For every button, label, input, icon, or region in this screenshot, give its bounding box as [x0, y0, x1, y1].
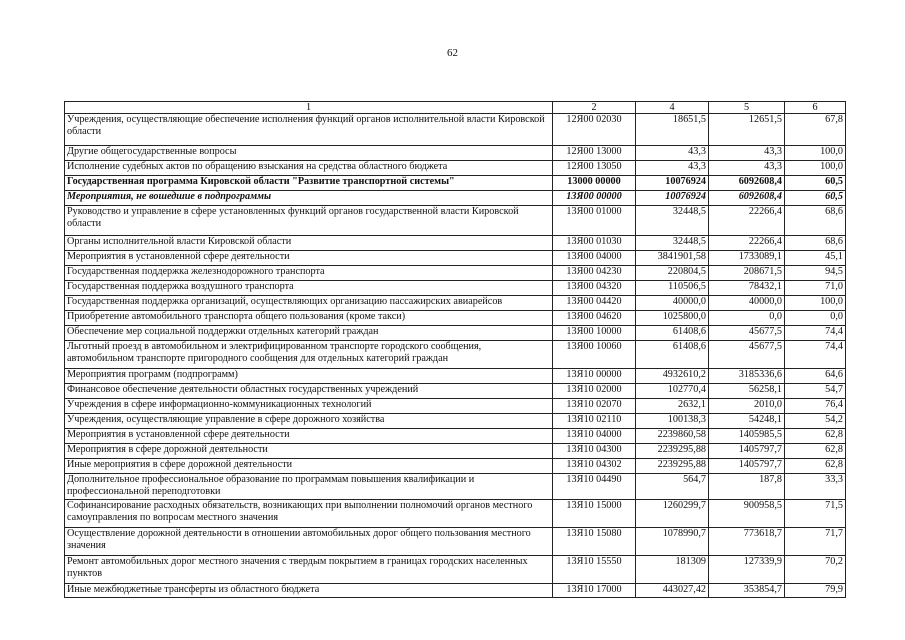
table-row	[65, 556, 846, 584]
item-name: Льготный проезд в автомобильном и электрифицированном транспорте городского сообщения, автомобильном транспорте пригородного сообщения для отдельных категорий граждан	[65, 341, 553, 369]
value-col-5: 43,3	[709, 146, 785, 161]
value-col-4: 40000,0	[636, 296, 709, 311]
table-row	[65, 114, 846, 146]
item-name: Осуществление дорожной деятельности в отношении автомобильных дорог общего пользования местного значения	[65, 528, 553, 556]
table-row	[65, 341, 846, 369]
item-code: 13Я10 02070	[553, 399, 636, 414]
table-row	[65, 146, 846, 161]
budget-table	[64, 101, 846, 598]
item-name: Дополнительное профессиональное образование по программам повышения квалификации и профессиональной переподготовки	[65, 474, 553, 500]
table-row	[65, 206, 846, 236]
item-code: 13Я10 00000	[553, 369, 636, 384]
table-row	[65, 459, 846, 474]
value-col-6: 100,0	[785, 161, 846, 176]
value-col-5: 1405985,5	[709, 429, 785, 444]
value-col-5: 22266,4	[709, 236, 785, 251]
table-row	[65, 191, 846, 206]
value-col-4: 1260299,7	[636, 500, 709, 528]
item-name: Государственная поддержка воздушного транспорта	[65, 281, 553, 296]
value-col-6: 33,3	[785, 474, 846, 500]
value-col-5: 0,0	[709, 311, 785, 326]
item-name: Руководство и управление в сфере установленных функций органов государственной власти Кировской области	[65, 206, 553, 236]
value-col-4: 181309	[636, 556, 709, 584]
item-name: Иные мероприятия в сфере дорожной деятельности	[65, 459, 553, 474]
table-row	[65, 326, 846, 341]
header-col-5: 5	[709, 102, 785, 114]
value-col-4: 43,3	[636, 161, 709, 176]
value-col-6: 62,8	[785, 429, 846, 444]
value-col-4: 10076924	[636, 191, 709, 206]
value-col-6: 68,6	[785, 206, 846, 236]
value-col-6: 54,2	[785, 414, 846, 429]
value-col-4: 2239860,58	[636, 429, 709, 444]
value-col-5: 773618,7	[709, 528, 785, 556]
header-col-4: 4	[636, 102, 709, 114]
item-name: Мероприятия в сфере дорожной деятельности	[65, 444, 553, 459]
item-name: Мероприятия программ (подпрограмм)	[65, 369, 553, 384]
value-col-6: 62,8	[785, 444, 846, 459]
value-col-4: 1025800,0	[636, 311, 709, 326]
value-col-4: 220804,5	[636, 266, 709, 281]
item-name: Ремонт автомобильных дорог местного значения с твердым покрытием в границах городских населенных пунктов	[65, 556, 553, 584]
table-header-row	[65, 102, 846, 114]
value-col-4: 10076924	[636, 176, 709, 191]
value-col-4: 100138,3	[636, 414, 709, 429]
value-col-6: 79,9	[785, 584, 846, 598]
item-code: 13Я10 04000	[553, 429, 636, 444]
item-name: Другие общегосударственные вопросы	[65, 146, 553, 161]
value-col-4: 3841901,58	[636, 251, 709, 266]
value-col-6: 45,1	[785, 251, 846, 266]
item-code: 13Я00 00000	[553, 191, 636, 206]
value-col-5: 12651,5	[709, 114, 785, 146]
value-col-5: 353854,7	[709, 584, 785, 598]
value-col-6: 0,0	[785, 311, 846, 326]
value-col-6: 71,0	[785, 281, 846, 296]
item-name: Мероприятия, не вошедшие в подпрограммы	[65, 191, 553, 206]
value-col-6: 60,5	[785, 176, 846, 191]
value-col-6: 76,4	[785, 399, 846, 414]
item-code: 13Я00 10000	[553, 326, 636, 341]
value-col-6: 100,0	[785, 146, 846, 161]
item-code: 13Я00 04320	[553, 281, 636, 296]
value-col-6: 71,7	[785, 528, 846, 556]
item-name: Органы исполнительной власти Кировской области	[65, 236, 553, 251]
value-col-6: 54,7	[785, 384, 846, 399]
value-col-6: 100,0	[785, 296, 846, 311]
table-row	[65, 176, 846, 191]
value-col-6: 71,5	[785, 500, 846, 528]
item-code: 13Я00 10060	[553, 341, 636, 369]
value-col-5: 56258,1	[709, 384, 785, 399]
item-code: 13Я00 04420	[553, 296, 636, 311]
item-code: 13Я00 01000	[553, 206, 636, 236]
item-name: Учреждения в сфере информационно-коммуникационных технологий	[65, 399, 553, 414]
value-col-5: 2010,0	[709, 399, 785, 414]
value-col-4: 43,3	[636, 146, 709, 161]
item-name: Обеспечение мер социальной поддержки отдельных категорий граждан	[65, 326, 553, 341]
value-col-4: 4932610,2	[636, 369, 709, 384]
value-col-4: 102770,4	[636, 384, 709, 399]
item-code: 13Я10 15550	[553, 556, 636, 584]
value-col-6: 67,8	[785, 114, 846, 146]
value-col-5: 6092608,4	[709, 191, 785, 206]
value-col-6: 74,4	[785, 326, 846, 341]
value-col-4: 32448,5	[636, 236, 709, 251]
table-row	[65, 444, 846, 459]
value-col-5: 45677,5	[709, 341, 785, 369]
table-row	[65, 251, 846, 266]
item-code: 13Я00 01030	[553, 236, 636, 251]
table-row	[65, 399, 846, 414]
table-row	[65, 369, 846, 384]
item-code: 13Я00 04230	[553, 266, 636, 281]
item-name: Иные межбюджетные трансферты из областного бюджета	[65, 584, 553, 598]
table-row	[65, 528, 846, 556]
item-name: Софинансирование расходных обязательств, возникающих при выполнении полномочий органов местного самоуправления по вопросам местного значения	[65, 500, 553, 528]
item-code: 13Я00 04620	[553, 311, 636, 326]
value-col-4: 110506,5	[636, 281, 709, 296]
value-col-6: 64,6	[785, 369, 846, 384]
value-col-6: 94,5	[785, 266, 846, 281]
item-name: Учреждения, осуществляющие управление в сфере дорожного хозяйства	[65, 414, 553, 429]
item-code: 13000 00000	[553, 176, 636, 191]
value-col-6: 60,5	[785, 191, 846, 206]
value-col-5: 22266,4	[709, 206, 785, 236]
item-code: 13Я10 02000	[553, 384, 636, 399]
item-name: Государственная программа Кировской области "Развитие транспортной системы"	[65, 176, 553, 191]
item-name: Государственная поддержка организаций, осуществляющих организацию пассажирских авиарейсов	[65, 296, 553, 311]
value-col-4: 564,7	[636, 474, 709, 500]
item-name: Мероприятия в установленной сфере деятельности	[65, 429, 553, 444]
item-code: 13Я10 04490	[553, 474, 636, 500]
value-col-6: 74,4	[785, 341, 846, 369]
value-col-4: 18651,5	[636, 114, 709, 146]
value-col-5: 1405797,7	[709, 444, 785, 459]
value-col-5: 40000,0	[709, 296, 785, 311]
header-col-2: 2	[553, 102, 636, 114]
value-col-4: 2239295,88	[636, 444, 709, 459]
item-code: 13Я10 02110	[553, 414, 636, 429]
item-code: 12Я00 02030	[553, 114, 636, 146]
item-name: Государственная поддержка железнодорожного транспорта	[65, 266, 553, 281]
item-name: Приобретение автомобильного транспорта общего пользования (кроме такси)	[65, 311, 553, 326]
table-row	[65, 296, 846, 311]
table-row	[65, 429, 846, 444]
value-col-5: 54248,1	[709, 414, 785, 429]
item-code: 13Я00 04000	[553, 251, 636, 266]
budget-table-body	[65, 102, 846, 598]
item-name: Учреждения, осуществляющие обеспечение исполнения функций органов исполнительной власти Кировской области	[65, 114, 553, 146]
table-row	[65, 500, 846, 528]
table-row	[65, 311, 846, 326]
value-col-6: 68,6	[785, 236, 846, 251]
value-col-4: 443027,42	[636, 584, 709, 598]
item-code: 13Я10 15000	[553, 500, 636, 528]
header-col-1: 1	[65, 102, 553, 114]
value-col-4: 1078990,7	[636, 528, 709, 556]
value-col-5: 3185336,6	[709, 369, 785, 384]
item-name: Финансовое обеспечение деятельности областных государственных учреждений	[65, 384, 553, 399]
item-name: Исполнение судебных актов по обращению взыскания на средства областного бюджета	[65, 161, 553, 176]
item-code: 12Я00 13000	[553, 146, 636, 161]
table-row	[65, 266, 846, 281]
value-col-6: 62,8	[785, 459, 846, 474]
value-col-5: 78432,1	[709, 281, 785, 296]
item-code: 13Я10 15080	[553, 528, 636, 556]
value-col-5: 1405797,7	[709, 459, 785, 474]
value-col-4: 61408,6	[636, 326, 709, 341]
value-col-5: 1733089,1	[709, 251, 785, 266]
item-code: 12Я00 13050	[553, 161, 636, 176]
value-col-4: 61408,6	[636, 341, 709, 369]
value-col-5: 6092608,4	[709, 176, 785, 191]
table-row	[65, 281, 846, 296]
header-col-6: 6	[785, 102, 846, 114]
item-name: Мероприятия в установленной сфере деятельности	[65, 251, 553, 266]
value-col-4: 2239295,88	[636, 459, 709, 474]
value-col-5: 43,3	[709, 161, 785, 176]
table-row	[65, 236, 846, 251]
value-col-5: 900958,5	[709, 500, 785, 528]
table-row	[65, 161, 846, 176]
table-row	[65, 584, 846, 598]
value-col-5: 208671,5	[709, 266, 785, 281]
table-row	[65, 474, 846, 500]
item-code: 13Я10 04300	[553, 444, 636, 459]
table-row	[65, 384, 846, 399]
item-code: 13Я10 04302	[553, 459, 636, 474]
value-col-5: 187,8	[709, 474, 785, 500]
value-col-4: 2632,1	[636, 399, 709, 414]
value-col-5: 45677,5	[709, 326, 785, 341]
table-row	[65, 414, 846, 429]
value-col-4: 32448,5	[636, 206, 709, 236]
value-col-5: 127339,9	[709, 556, 785, 584]
item-code: 13Я10 17000	[553, 584, 636, 598]
value-col-6: 70,2	[785, 556, 846, 584]
page-number: 62	[447, 47, 458, 59]
